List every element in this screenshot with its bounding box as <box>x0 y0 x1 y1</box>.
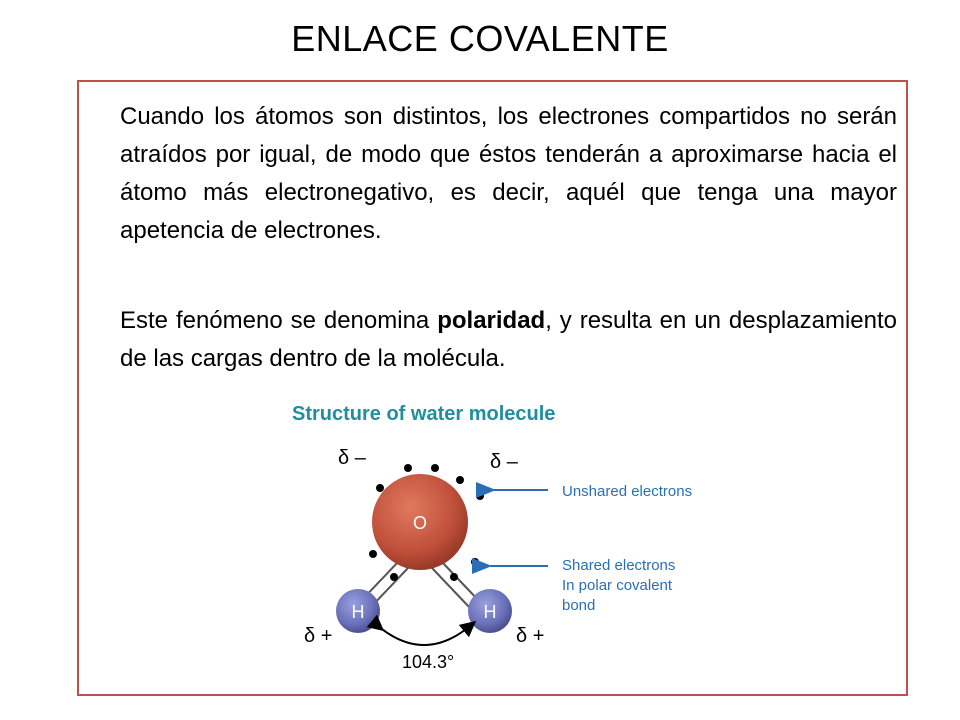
delta-plus-left: δ + <box>304 625 333 647</box>
paragraph-2-after: , y resulta en un desplazamiento de las cargas dentro de la molécula. <box>120 307 897 372</box>
water-molecule-diagram <box>290 392 760 682</box>
hydrogen-left-label: H <box>351 602 365 622</box>
oxygen-label: O <box>412 513 428 533</box>
delta-plus-right: δ + <box>516 625 545 647</box>
slide-title: ENLACE COVALENTE <box>291 18 669 59</box>
diagram-title: Structure of water molecule <box>292 403 556 425</box>
paragraph-2-before: Este fenómeno se denomina <box>120 307 438 334</box>
paragraph-polarity <box>120 302 897 378</box>
delta-minus-left: δ – <box>338 447 366 469</box>
bond-angle-arc <box>378 626 470 645</box>
unshared-label: Unshared electrons <box>562 483 693 500</box>
shared-label-line1: Shared electrons <box>562 557 676 574</box>
shared-label-line3: bond <box>562 597 596 614</box>
bond-angle-label: 104.3° <box>402 652 455 672</box>
delta-minus-right: δ – <box>490 451 518 473</box>
paragraph-polar-attraction <box>120 98 897 250</box>
paragraph-1-text: Cuando los átomos son distintos, los electrones compartidos no serán atraídos por igual, de modo que éstos tenderán a aproximarse hacia el átomo más electronegativo, es decir, aquél que tenga una mayor apetencia de electrones. <box>120 103 897 244</box>
shared-label-line2: In polar covalent <box>562 577 673 594</box>
polaridad-term: polaridad <box>437 307 546 334</box>
hydrogen-right-label: H <box>483 602 497 622</box>
